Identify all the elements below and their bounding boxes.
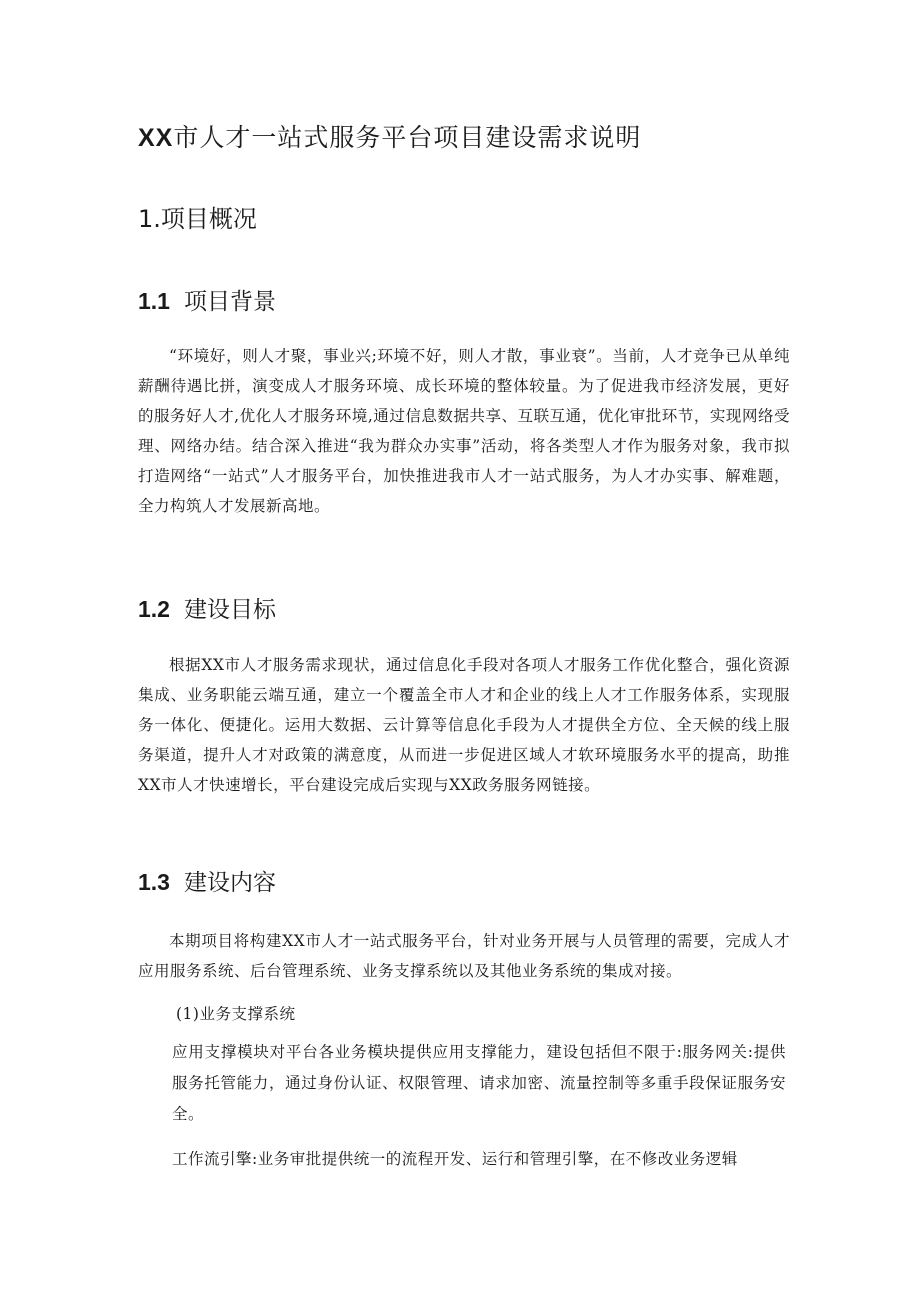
title-prefix: XX	[138, 124, 174, 152]
section-1-heading: 1.项目概况	[138, 205, 257, 233]
document-title	[138, 118, 641, 154]
section-1-2-paragraph: 根据XX市人才服务需求现状，通过信息化手段对各项人才服务工作优化整合，强化资源集成、业务职能云端互通，建立一个覆盖全市人才和企业的线上人才工作服务体系，实现服务一体化、便捷化。运用大数据、云计算等信息化手段为人才提供全方位、全天候的线上服务渠道，提升人才对政策的满意度，从而进一步促进区域人才软环境服务水平的提高，助推XX市人才快速增长，平台建设完成后实现与XX政务服务网链接。	[138, 656, 790, 794]
sub-item-label: (1)业务支撑系统	[176, 1005, 296, 1023]
section-title: 项目背景	[183, 289, 276, 315]
section-1-1-heading	[138, 283, 276, 316]
section-1-3-paragraph: 本期项目将构建XX市人才一站式服务平台，针对业务开展与人员管理的需要，完成人才应用服务系统、后台管理系统、业务支撑系统以及其他业务系统的集成对接。	[138, 932, 790, 980]
section-title: 建设内容	[183, 870, 276, 896]
section-title: 建设目标	[183, 597, 276, 623]
section-number: 1.3	[138, 869, 170, 895]
section-1-1-paragraph: “环境好，则人才聚，事业兴;环境不好，则人才散，事业衰”。当前，人才竞争已从单纯薪酬待遇比拼，演变成人才服务环境、成长环境的整体较量。为了促进我市经济发展，更好的服务好人才,优化人才服务环境,通过信息数据共享、互联互通，优化审批环节，实现网络受理、网络办结。结合深入推进“我为群众办实事”活动，将各类型人才作为服务对象，我市拟打造网络“一站式”人才服务平台，加快推进我市人才一站式服务，为人才办实事、解难题，全力构筑人才发展新高地。	[138, 347, 790, 515]
section-1-3-heading	[138, 864, 276, 897]
sub-item-paragraph: 应用支撑模块对平台各业务模块提供应用支撑能力，建设包括但不限于:服务网关:提供服务托管能力，通过身份认证、权限管理、请求加密、流量控制等多重手段保证服务安全。	[172, 1043, 786, 1123]
section-number: 1.1	[138, 288, 170, 314]
title-text: 市人才一站式服务平台项目建设需求说明	[173, 123, 642, 152]
sub-item-paragraph-2: 工作流引擎:业务审批提供统一的流程开发、运行和管理引擎，在不修改业务逻辑	[172, 1150, 738, 1168]
section-number: 1.2	[138, 596, 170, 622]
section-1-2-heading	[138, 591, 276, 624]
